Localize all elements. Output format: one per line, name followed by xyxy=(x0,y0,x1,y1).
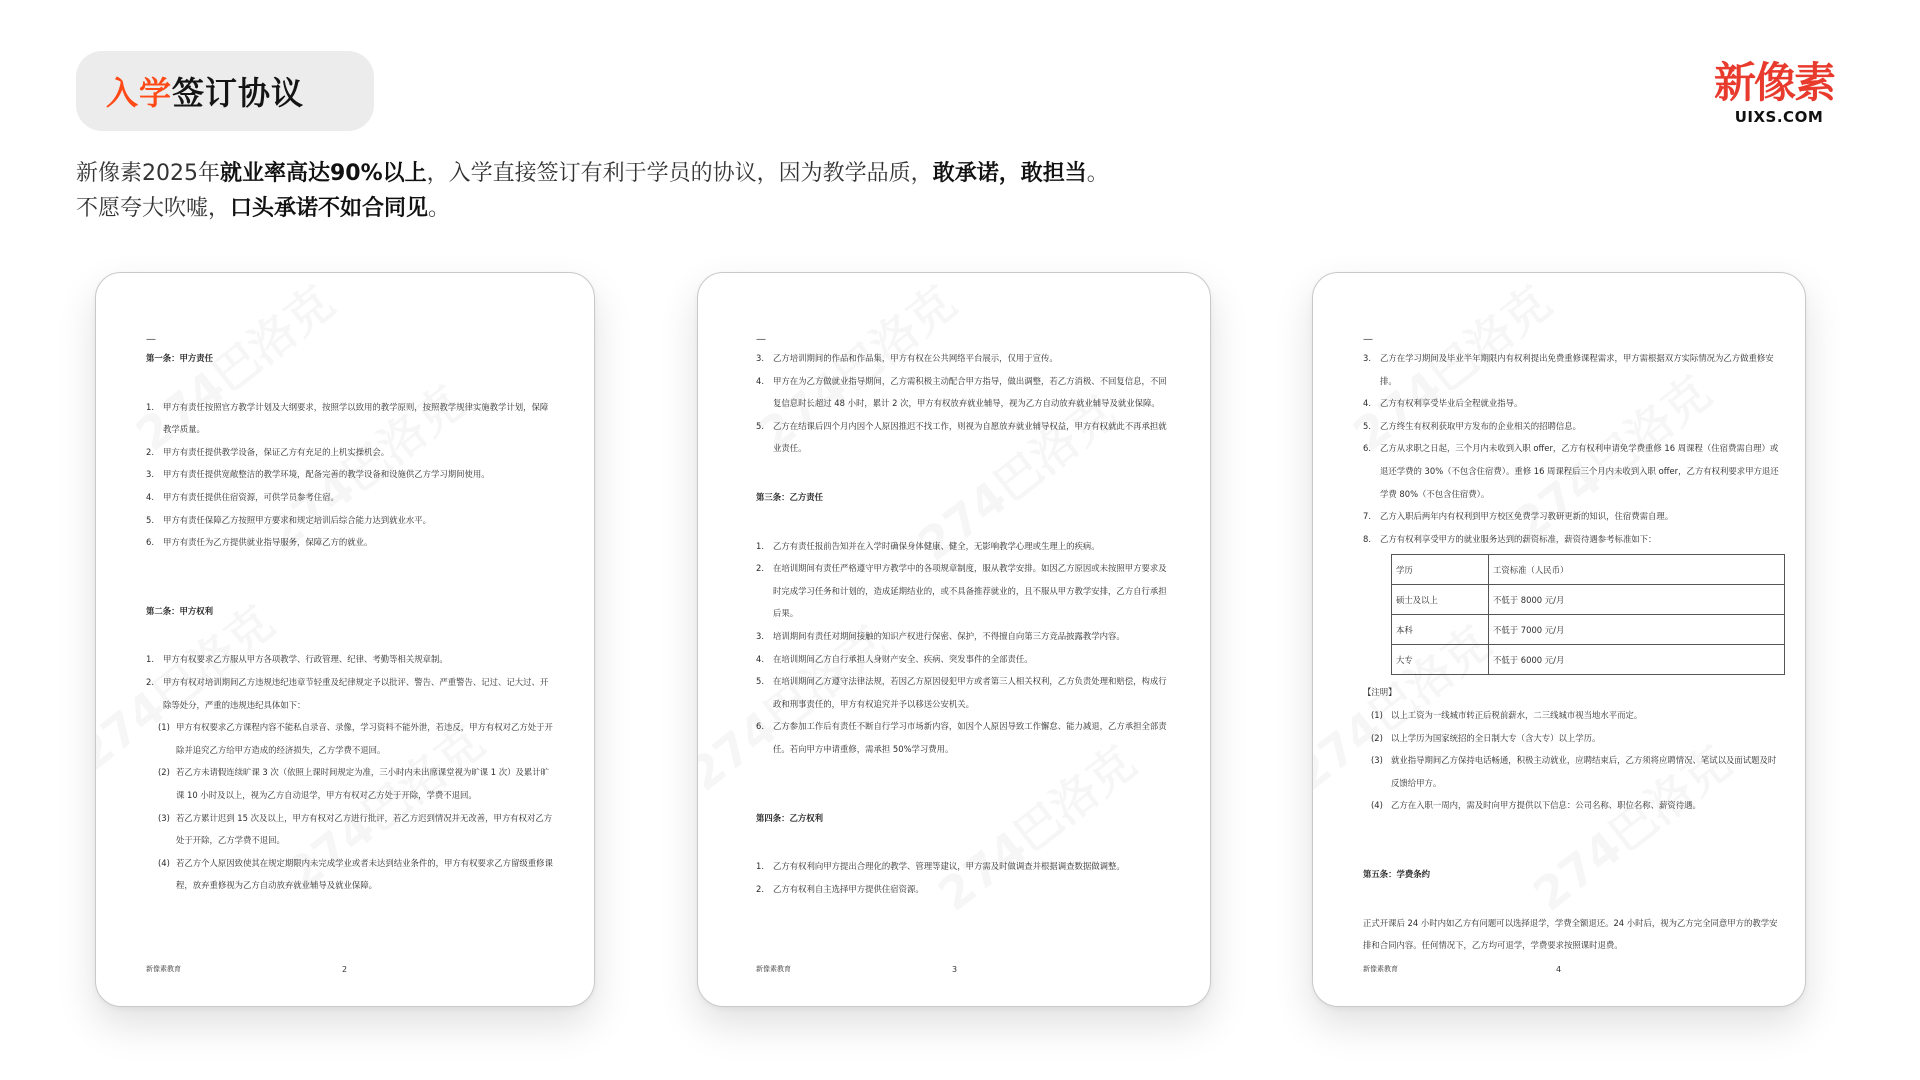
table-cell: 不低于 8000 元/月 xyxy=(1489,585,1785,615)
clause-item: 2. 乙方有权利自主选择甲方提供住宿资源。 xyxy=(756,883,924,894)
note-item: (3) 就业指导期间乙方保持电话畅通，积极主动就业，应聘结束后，乙方须将应聘情况、笔试以及面试题及时反馈给甲方。 xyxy=(1371,755,1777,788)
intro-line-2 xyxy=(76,191,1109,226)
clause-item: 4. 甲方有责任提供住宿资源，可供学员参考住宿。 xyxy=(146,491,339,502)
sub-clause-item: (3) 若乙方累计迟到 15 次及以上，甲方有权对乙方进行批评，若乙方迟到情况并无改善，甲方有权对乙方处于开除，乙方学费不退回。 xyxy=(158,812,553,846)
page-number: 2 xyxy=(342,965,348,974)
clause-item: 7. 乙方入职后两年内有权利到甲方校区免费学习教研更新的知识，住宿费需自理。 xyxy=(1363,511,1674,522)
table-cell: 本科 xyxy=(1392,615,1489,645)
table-cell: 硕士及以上 xyxy=(1392,585,1489,615)
clause-item: 6. 乙方从求职之日起，三个月内未收到入职 offer，乙方有权利申请免学费重修 16 周课程（住宿费需自理）或退还学费的 30%（不包含住宿费）。重修 16 周课程后三个月内未收到入职 offer，乙方有权利要求甲方退还学费 80%（不包含住宿费）。 xyxy=(1363,443,1779,499)
table-row xyxy=(1392,645,1785,675)
clause-list xyxy=(146,396,554,554)
clause-item: 2. 甲方有权对培训期间乙方违规违纪违章节轻重及纪律规定予以批评、警告、严重警告、记过、记大过、开除等处分，严重的违规违纪具体如下： xyxy=(146,676,549,710)
intro-highlight: 口头承诺不如合同见 xyxy=(230,196,429,221)
page-footer-label: 新像素教育 xyxy=(756,965,791,973)
page-number: 4 xyxy=(1556,965,1562,974)
clause-item: 4. 在培训期间乙方自行承担人身财产安全、疾病、突发事件的全部责任。 xyxy=(756,653,1033,664)
intro-text: 新像素2025年 xyxy=(76,161,220,186)
sub-clause-item: (2) 若乙方未请假连续旷课 3 次（依照上课时间规定为准，三小时内未出席课堂视为旷课 1 次）及累计旷课 10 小时及以上，视为乙方自动退学，甲方有权对乙方处于开除，学费不退回。 xyxy=(158,767,550,800)
clause-item: 1. 甲方有权要求乙方服从甲方各项教学、行政管理、纪律、考勤等相关规章制。 xyxy=(146,654,448,665)
note-item: (1) 以上工资为一线城市转正后税前薪水，二三线城市视当地水平而定。 xyxy=(1371,709,1643,720)
contract-body xyxy=(756,335,1170,900)
intro-text: 不愿夸大吹嘘， xyxy=(76,196,231,221)
page-number: 3 xyxy=(952,965,958,974)
table-row xyxy=(1392,555,1785,585)
section-heading: 第一条：甲方责任 xyxy=(146,353,213,363)
clause-item: 5. 甲方有责任保障乙方按照甲方要求和规定培训后综合能力达到就业水平。 xyxy=(146,514,431,525)
note-item: (2) 以上学历为国家统招的全日制大专（含大专）以上学历。 xyxy=(1371,732,1601,743)
clause-item: 1. 甲方有责任按照官方教学计划及大纲要求，按照学以致用的教学原则，按照教学规律实施教学计划，保障教学质量。 xyxy=(146,401,549,435)
clause-item: 1. 乙方有权利向甲方提出合理化的教学、管理等建议，甲方需及时做调查并根据调查数据做调整。 xyxy=(756,861,1125,872)
clause-item: 3. 乙方培训期间的作品和作品集，甲方有权在公共网络平台展示，仅用于宣传。 xyxy=(756,353,1058,363)
brand-logo-domain: UIXS.COM xyxy=(1734,108,1824,126)
clause-item: 1. 乙方有责任报前告知并在入学时确保身体健康、健全，无影响教学心理或生理上的疾病。 xyxy=(756,540,1100,551)
section-heading: 第四条：乙方权利 xyxy=(756,812,823,823)
table-row xyxy=(1392,615,1785,645)
brand-logo xyxy=(1704,60,1844,126)
sub-clause-item: (1) 甲方有权要求乙方课程内容不能私自录音、录像，学习资料不能外泄，若违反，甲方有权对乙方处于开除并追究乙方给甲方造成的经济损失，乙方学费不退回。 xyxy=(158,722,553,755)
contract-body xyxy=(1363,335,1783,957)
clause-item: 5. 在培训期间乙方遵守法律法规，若因乙方原因侵犯甲方或者第三人相关权利，乙方负责处理和赔偿，构成行政和刑事责任的，甲方有权追究并予以移送公安机关。 xyxy=(756,676,1167,709)
table-row xyxy=(1392,585,1785,615)
contract-page-4 xyxy=(1312,272,1806,1007)
section-heading: 第五条：学费条约 xyxy=(1363,868,1430,879)
clause-item: 5. 乙方在结课后四个月内因个人原因推迟不找工作，则视为自愿放弃就业辅导权益，甲方有权就此不再承担就业责任。 xyxy=(756,420,1167,454)
page-title-text: 签订协议 xyxy=(172,74,305,112)
clause-item: 4. 甲方在为乙方做就业指导期间，乙方需积极主动配合甲方指导，做出调整，若乙方消极、不回复信息，不回复信息时长超过 48 小时，累计 2 次，甲方有权放弃就业辅导，视为乙方自动放弃就业辅导及就业保障。 xyxy=(756,375,1167,409)
intro-text: ，入学直接签订有利于学员的协议，因为教学品质， xyxy=(426,161,933,186)
intro-highlight: 敢承诺，敢担当 xyxy=(932,161,1087,186)
table-cell: 不低于 6000 元/月 xyxy=(1489,645,1785,675)
clause-item: 6. 乙方参加工作后有责任不断自行学习市场新内容，如因个人原因导致工作懈怠、能力减退，乙方承担全部责任。若向甲方申请重修，需承担 50%学习费用。 xyxy=(756,721,1167,754)
clause-item: 2. 在培训期间有责任严格遵守甲方教学中的各项规章制度，服从教学安排。如因乙方原因或未按照甲方要求及时完成学习任务和计划的，造成延期结业的，或不具备推荐就业的，且不服从甲方教学安排，乙方自行承担后果。 xyxy=(756,563,1167,619)
contract-page-3 xyxy=(697,272,1211,1007)
table-cell: 大专 xyxy=(1392,645,1489,675)
table-cell: 不低于 7000 元/月 xyxy=(1489,615,1785,645)
section-heading: 第三条：乙方责任 xyxy=(756,491,823,502)
note-heading: 【注明】 xyxy=(1363,687,1397,698)
clause-item: 4. 乙方有权利享受毕业后全程就业指导。 xyxy=(1363,398,1523,409)
sub-clause-item: (4) 若乙方个人原因致使其在规定期限内未完成学业或者未达到结业条件的，甲方有权要求乙方留级重修课程，放弃重修视为乙方自动放弃就业辅导及就业保障。 xyxy=(158,857,553,891)
page-title-accent: 入学 xyxy=(106,74,173,112)
contract-page-2 xyxy=(95,272,595,1007)
note-item: (4) 乙方在入职一周内，需及时向甲方提供以下信息：公司名称、职位名称、薪资待遇。 xyxy=(1371,800,1701,811)
clause-item: 2. 甲方有责任提供教学设备，保证乙方有充足的上机实操机会。 xyxy=(146,446,390,457)
clause-item: 5. 乙方终生有权利获取甲方发布的企业相关的招聘信息。 xyxy=(1363,420,1581,431)
page-footer-label: 新像素教育 xyxy=(146,965,181,973)
section-heading: 第二条：甲方权利 xyxy=(146,605,213,616)
contract-body xyxy=(146,335,554,897)
clause-item: 6. 甲方有责任为乙方提供就业指导服务，保障乙方的就业。 xyxy=(146,537,373,548)
intro-highlight: 就业率高达90%以上 xyxy=(220,161,427,186)
intro-paragraph xyxy=(76,156,1109,226)
clause-item: 8. 乙方有权利享受甲方的就业服务达到的薪资标准，薪资待遇参考标准如下： xyxy=(1363,533,1657,544)
intro-text: 。 xyxy=(1086,161,1109,186)
intro-text: 。 xyxy=(428,196,451,221)
clause-item: 3. 甲方有责任提供宽敞整洁的教学环境，配备完善的教学设备和设施供乙方学习期间使用。 xyxy=(146,469,490,480)
table-cell: 工资标准（人民币） xyxy=(1489,555,1785,585)
clause-item: 3. 培训期间有责任对期间接触的知识产权进行保密、保护，不得擅自向第三方竞品披露教学内容。 xyxy=(756,630,1125,641)
page-dash: — xyxy=(146,334,156,345)
page-dash: — xyxy=(1363,334,1373,345)
page-dash: — xyxy=(756,334,766,345)
page-footer-label: 新像素教育 xyxy=(1363,965,1398,973)
salary-table xyxy=(1391,554,1785,675)
table-cell: 学历 xyxy=(1392,555,1489,585)
brand-logo-mark: 新像素 xyxy=(1713,58,1834,107)
intro-line-1 xyxy=(76,156,1109,191)
clause-paragraph: 正式开课后 24 小时内如乙方有问题可以选择退学，学费全额退还。24 小时后，视为乙方完全同意甲方的教学安排和合同内容。任何情况下，乙方均可退学，学费要求按照课时退费。 xyxy=(1363,917,1778,951)
clause-item: 3. 乙方在学习期间及毕业半年期限内有权利提出免费重修课程需求，甲方需根据双方实际情况为乙方做重修安排。 xyxy=(1363,353,1774,386)
page-title-badge xyxy=(76,51,374,131)
